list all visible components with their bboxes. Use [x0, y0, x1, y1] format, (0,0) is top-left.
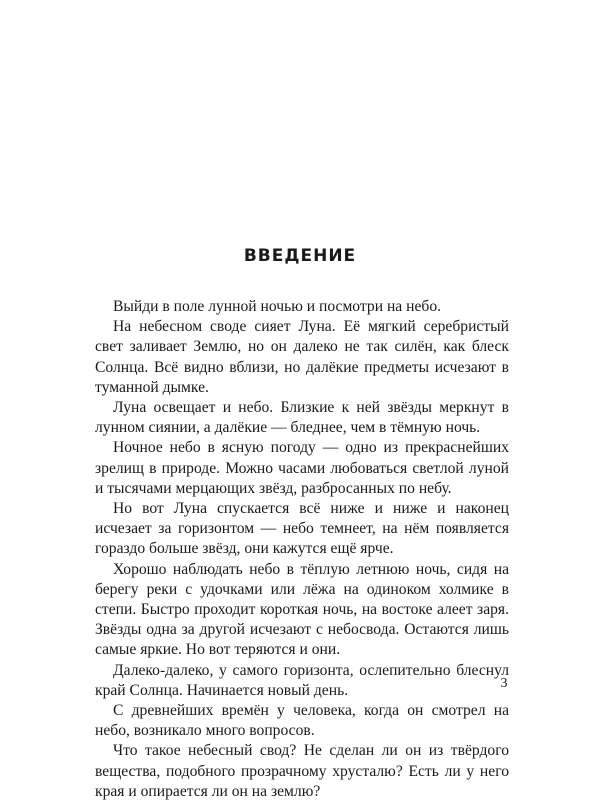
- page-number: 3: [500, 676, 508, 691]
- paragraph: Что такое небесный свод? Не сделан ли он из твёрдого вещества, подобного прозрачному хрусталю? Есть ли у него края и опирается ли он на землю?: [95, 742, 509, 800]
- paragraph: Луна освещает и небо. Близкие к ней звёзды меркнут в лунном сиянии, а далёкие — бледнее, чем в тёмную ночь.: [95, 399, 509, 437]
- paragraph: Выйди в поле лунной ночью и посмотри на небо.: [113, 298, 442, 315]
- chapter-heading: ВВЕДЕНИЕ: [243, 246, 357, 266]
- paragraph: Но вот Луна спускается всё ниже и ниже и наконец исчезает за горизонтом — небо темнеет, на нём появляется гораздо больше звёзд, они кажутся ещё ярче.: [95, 500, 509, 558]
- paragraph: Далеко-далеко, у самого горизонта, ослепительно блеснул край Солнца. Начинается новый день.: [95, 661, 509, 699]
- paragraph: С древнейших времён у человека, когда он смотрел на небо, возникало много вопросов.: [95, 702, 509, 740]
- body-text: [95, 297, 509, 802]
- paragraph: Хорошо наблюдать небо в тёплую летнюю ночь, сидя на берегу реки с удочками или лёжа на одиноком холмике в степи. Быстро проходит короткая ночь, на востоке алеет заря. Звёзды одна за другой исчезают с небосвода. Остаются лишь самые яркие. Но вот теряются и они.: [95, 560, 509, 659]
- paragraph: Ночное небо в ясную погоду — одно из прекраснейших зрелищ в природе. Можно часами любоваться светлой луной и тысячами мерцающих звёзд, разбросанных по небу.: [95, 439, 509, 497]
- paragraph: На небесном своде сияет Луна. Её мягкий серебристый свет заливает Землю, но он далеко не так силён, как блеск Солнца. Всё видно вблизи, но далёкие предметы исчезают в туманной дымке.: [95, 318, 509, 396]
